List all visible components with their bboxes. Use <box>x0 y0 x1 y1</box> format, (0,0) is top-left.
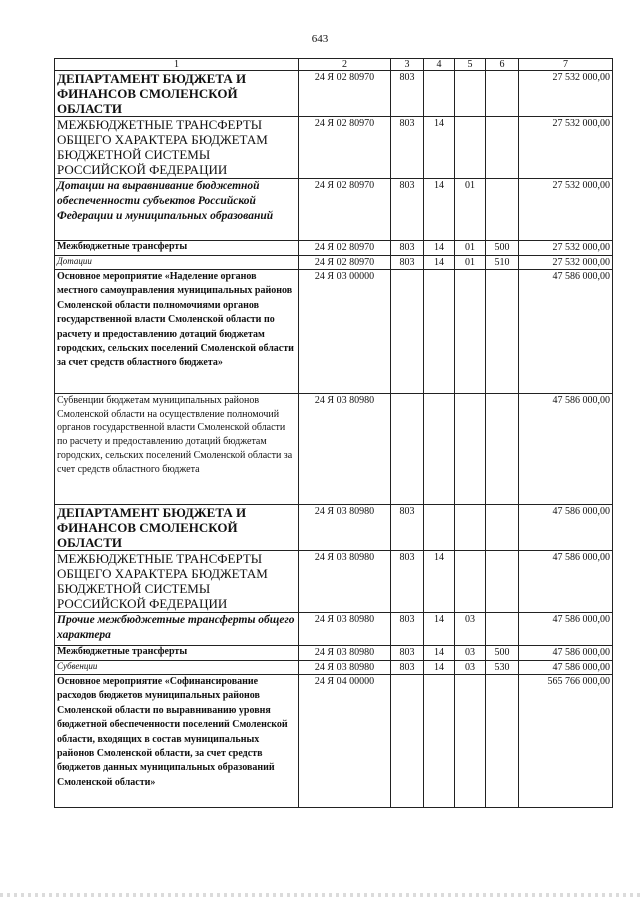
amount-cell: 27 532 000,00 <box>519 179 613 241</box>
table-row <box>55 255 613 270</box>
table-row <box>55 646 613 661</box>
department-code-cell: 803 <box>391 117 424 179</box>
expense-type-cell <box>486 270 519 394</box>
department-code-cell: 803 <box>391 646 424 661</box>
section-code-cell: 14 <box>424 551 455 613</box>
target-code-cell: 24 Я 02 80970 <box>299 71 391 117</box>
department-code-cell: 803 <box>391 613 424 646</box>
header-cell: 3 <box>391 59 424 71</box>
target-code-cell: 24 Я 02 80970 <box>299 241 391 256</box>
section-code-cell <box>424 394 455 505</box>
table-row <box>55 179 613 241</box>
section-code-cell: 14 <box>424 117 455 179</box>
subsection-code-cell: 01 <box>455 241 486 256</box>
expense-type-cell <box>486 71 519 117</box>
expense-type-cell <box>486 551 519 613</box>
row-name-cell: МЕЖБЮДЖЕТНЫЕ ТРАНСФЕРТЫ ОБЩЕГО ХАРАКТЕРА БЮДЖЕТАМ БЮДЖЕТНОЙ СИСТЕМЫ РОССИЙСКОЙ ФЕДЕРАЦИИ <box>55 117 299 179</box>
department-code-cell <box>391 675 424 808</box>
table-header-row <box>55 59 613 71</box>
table-row <box>55 241 613 256</box>
row-name-cell: Межбюджетные трансферты <box>55 241 299 256</box>
amount-cell: 47 586 000,00 <box>519 505 613 551</box>
table-row <box>55 660 613 675</box>
subsection-code-cell: 03 <box>455 646 486 661</box>
header-cell: 2 <box>299 59 391 71</box>
section-code-cell: 14 <box>424 255 455 270</box>
table-row <box>55 505 613 551</box>
department-code-cell: 803 <box>391 660 424 675</box>
table-row <box>55 394 613 505</box>
expense-type-cell <box>486 117 519 179</box>
scan-artifact <box>0 893 640 897</box>
row-name-cell: МЕЖБЮДЖЕТНЫЕ ТРАНСФЕРТЫ ОБЩЕГО ХАРАКТЕРА БЮДЖЕТАМ БЮДЖЕТНОЙ СИСТЕМЫ РОССИЙСКОЙ ФЕДЕРАЦИИ <box>55 551 299 613</box>
row-name-cell: ДЕПАРТАМЕНТ БЮДЖЕТА И ФИНАНСОВ СМОЛЕНСКОЙ ОБЛАСТИ <box>55 71 299 117</box>
page-number: 643 <box>311 33 329 45</box>
department-code-cell: 803 <box>391 71 424 117</box>
amount-cell: 47 586 000,00 <box>519 613 613 646</box>
table-row <box>55 551 613 613</box>
expense-type-cell <box>486 613 519 646</box>
section-code-cell: 14 <box>424 241 455 256</box>
subsection-code-cell <box>455 505 486 551</box>
subsection-code-cell <box>455 394 486 505</box>
budget-table <box>54 58 613 808</box>
header-cell: 6 <box>486 59 519 71</box>
section-code-cell <box>424 270 455 394</box>
expense-type-cell <box>486 505 519 551</box>
subsection-code-cell: 01 <box>455 255 486 270</box>
expense-type-cell <box>486 179 519 241</box>
subsection-code-cell: 03 <box>455 660 486 675</box>
amount-cell: 27 532 000,00 <box>519 71 613 117</box>
amount-cell: 47 586 000,00 <box>519 270 613 394</box>
row-name-cell: Межбюджетные трансферты <box>55 646 299 661</box>
target-code-cell: 24 Я 03 80980 <box>299 505 391 551</box>
amount-cell: 27 532 000,00 <box>519 117 613 179</box>
row-name-cell: Прочие межбюджетные трансферты общего характера <box>55 613 299 646</box>
department-code-cell: 803 <box>391 505 424 551</box>
header-cell: 4 <box>424 59 455 71</box>
target-code-cell: 24 Я 03 80980 <box>299 660 391 675</box>
row-name-cell: Субвенции <box>55 660 299 675</box>
subsection-code-cell: 01 <box>455 179 486 241</box>
target-code-cell: 24 Я 02 80970 <box>299 255 391 270</box>
table-row <box>55 613 613 646</box>
target-code-cell: 24 Я 03 80980 <box>299 613 391 646</box>
amount-cell: 47 586 000,00 <box>519 551 613 613</box>
table-row <box>55 270 613 394</box>
department-code-cell: 803 <box>391 551 424 613</box>
expense-type-cell: 500 <box>486 241 519 256</box>
row-name-cell: Основное мероприятие «Наделение органов местного самоуправления муниципальных районов Смоленской области полномочиями органов государственной власти Смоленской области по расчету и предоставлению дотаций бюджетам городских, сельских поселений Смоленской области за счет средств областного бюджета» <box>55 270 299 394</box>
row-name-cell: Субвенции бюджетам муниципальных районов Смоленской области на осуществление полномочий органов государственной власти Смоленской области по расчету и предоставлению дотаций бюджетам городских, сельских поселений Смоленской области за счет средств областного бюджета <box>55 394 299 505</box>
expense-type-cell: 500 <box>486 646 519 661</box>
amount-cell: 47 586 000,00 <box>519 394 613 505</box>
section-code-cell <box>424 505 455 551</box>
subsection-code-cell <box>455 675 486 808</box>
section-code-cell <box>424 675 455 808</box>
target-code-cell: 24 Я 03 80980 <box>299 394 391 505</box>
table-row <box>55 71 613 117</box>
header-cell: 5 <box>455 59 486 71</box>
target-code-cell: 24 Я 03 80980 <box>299 551 391 613</box>
expense-type-cell: 530 <box>486 660 519 675</box>
target-code-cell: 24 Я 03 80980 <box>299 646 391 661</box>
department-code-cell <box>391 394 424 505</box>
expense-type-cell: 510 <box>486 255 519 270</box>
target-code-cell: 24 Я 03 00000 <box>299 270 391 394</box>
amount-cell: 47 586 000,00 <box>519 646 613 661</box>
section-code-cell: 14 <box>424 660 455 675</box>
amount-cell: 565 766 000,00 <box>519 675 613 808</box>
subsection-code-cell <box>455 270 486 394</box>
subsection-code-cell <box>455 117 486 179</box>
section-code-cell: 14 <box>424 646 455 661</box>
department-code-cell: 803 <box>391 255 424 270</box>
row-name-cell: Дотации на выравнивание бюджетной обеспеченности субъектов Российской Федерации и муниципальных образований <box>55 179 299 241</box>
department-code-cell: 803 <box>391 179 424 241</box>
table-row <box>55 675 613 808</box>
row-name-cell: Основное мероприятие «Софинансирование расходов бюджетов муниципальных районов Смоленской области по выравниванию уровня бюджетной обеспеченности поселений Смоленской области, входящих в состав муниципальных районов Смоленской области, за счет средств бюджетов данных муниципальных образований Смоленской области» <box>55 675 299 808</box>
amount-cell: 27 532 000,00 <box>519 241 613 256</box>
target-code-cell: 24 Я 04 00000 <box>299 675 391 808</box>
section-code-cell: 14 <box>424 613 455 646</box>
target-code-cell: 24 Я 02 80970 <box>299 179 391 241</box>
table-row <box>55 117 613 179</box>
row-name-cell: ДЕПАРТАМЕНТ БЮДЖЕТА И ФИНАНСОВ СМОЛЕНСКОЙ ОБЛАСТИ <box>55 505 299 551</box>
row-name-cell: Дотации <box>55 255 299 270</box>
subsection-code-cell <box>455 551 486 613</box>
subsection-code-cell: 03 <box>455 613 486 646</box>
header-cell: 7 <box>519 59 613 71</box>
section-code-cell <box>424 71 455 117</box>
target-code-cell: 24 Я 02 80970 <box>299 117 391 179</box>
expense-type-cell <box>486 394 519 505</box>
department-code-cell <box>391 270 424 394</box>
header-cell: 1 <box>55 59 299 71</box>
department-code-cell: 803 <box>391 241 424 256</box>
subsection-code-cell <box>455 71 486 117</box>
section-code-cell: 14 <box>424 179 455 241</box>
amount-cell: 47 586 000,00 <box>519 660 613 675</box>
amount-cell: 27 532 000,00 <box>519 255 613 270</box>
expense-type-cell <box>486 675 519 808</box>
